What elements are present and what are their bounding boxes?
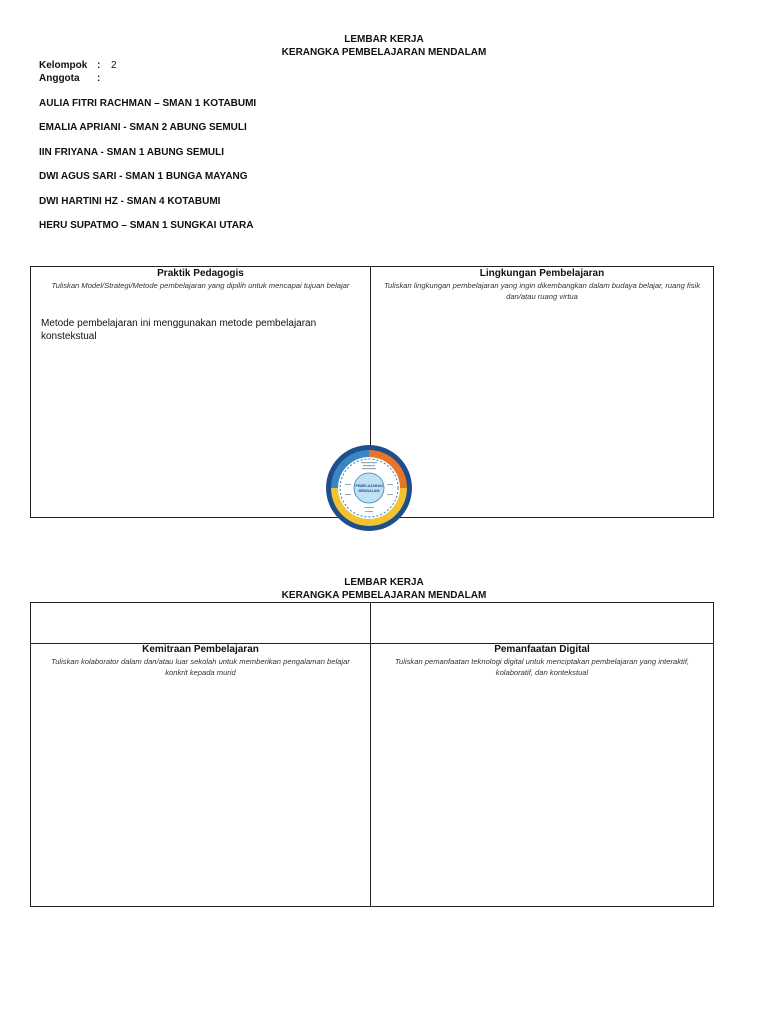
framework-emblem-icon bbox=[325, 444, 413, 532]
praktik-pedagogis-hint: Tuliskan Model/Strategi/Metode pembelajaran yang dipilih untuk mencapai tujuan belajar bbox=[51, 281, 350, 290]
praktik-pedagogis-text[interactable]: Metode pembelajaran ini menggunakan metode pembelajaran konstekstual bbox=[41, 318, 317, 342]
member-list bbox=[39, 97, 256, 243]
member-item: EMALIA APRIANI - SMAN 2 ABUNG SEMULI bbox=[39, 122, 247, 134]
sheet2-title-line2: KERANGKA PEMBELAJARAN MENDALAM bbox=[281, 590, 487, 601]
lingkungan-pembelajaran-cell[interactable] bbox=[371, 267, 713, 517]
kelompok-colon: : bbox=[97, 60, 101, 71]
empty-top-right bbox=[371, 603, 713, 643]
kelompok-label: Kelompok bbox=[39, 60, 88, 71]
sheet1-title-line1: LEMBAR KERJA bbox=[344, 34, 424, 45]
kelompok-value: 2 bbox=[111, 60, 117, 71]
member-item: DWI AGUS SARI - SMAN 1 BUNGA MAYANG bbox=[39, 171, 248, 183]
anggota-label: Anggota bbox=[39, 73, 80, 84]
kemitraan-pembelajaran-hint: Tuliskan kolaborator dalam dan/atau luar sekolah untuk memberikan pengalaman belajar konkrit kepada murid bbox=[51, 657, 350, 677]
lingkungan-pembelajaran-title: Lingkungan Pembelajaran bbox=[479, 268, 605, 279]
sheet1-title bbox=[0, 33, 768, 59]
lingkungan-pembelajaran-hint: Tuliskan lingkungan pembelajaran yang ingin dikembangkan dalam budaya belajar, ruang fisik dan/atau ruang virtua bbox=[383, 281, 701, 301]
anggota-colon: : bbox=[97, 73, 101, 84]
sheet2-title-line1: LEMBAR KERJA bbox=[344, 577, 424, 588]
empty-top-left bbox=[31, 603, 370, 643]
sheet1-title-line2: KERANGKA PEMBELAJARAN MENDALAM bbox=[281, 47, 487, 58]
svg-text:MENDALAM: MENDALAM bbox=[358, 489, 380, 493]
member-item: AULIA FITRI RACHMAN – SMAN 1 KOTABUMI bbox=[39, 98, 257, 109]
kemitraan-pembelajaran-title: Kemitraan Pembelajaran bbox=[142, 644, 259, 655]
pemanfaatan-digital-cell[interactable] bbox=[371, 603, 713, 906]
praktik-pedagogis-title: Praktik Pedagogis bbox=[157, 268, 244, 279]
sheet2-title bbox=[0, 576, 768, 602]
pemanfaatan-digital-title: Pemanfaatan Digital bbox=[494, 644, 590, 655]
svg-text:PEMELAJARAN: PEMELAJARAN bbox=[355, 484, 383, 488]
pemanfaatan-digital-hint: Tuliskan pemanfaatan teknologi digital untuk menciptakan pembelajaran yang interaktif, kolaboratif, dan kontekstual bbox=[394, 657, 690, 677]
table-divider bbox=[31, 643, 713, 644]
member-item: DWI HARTINI HZ - SMAN 4 KOTABUMI bbox=[39, 195, 221, 207]
member-item: IIN FRIYANA - SMAN 1 ABUNG SEMULI bbox=[39, 146, 225, 158]
kelompok-row bbox=[39, 59, 117, 72]
kemitraan-pembelajaran-cell[interactable] bbox=[31, 603, 371, 906]
sheet2-table bbox=[30, 602, 714, 907]
group-meta bbox=[39, 59, 117, 85]
praktik-pedagogis-cell[interactable] bbox=[31, 267, 371, 517]
member-item: HERU SUPATMO – SMAN 1 SUNGKAI UTARA bbox=[39, 219, 254, 231]
anggota-row bbox=[39, 72, 117, 85]
